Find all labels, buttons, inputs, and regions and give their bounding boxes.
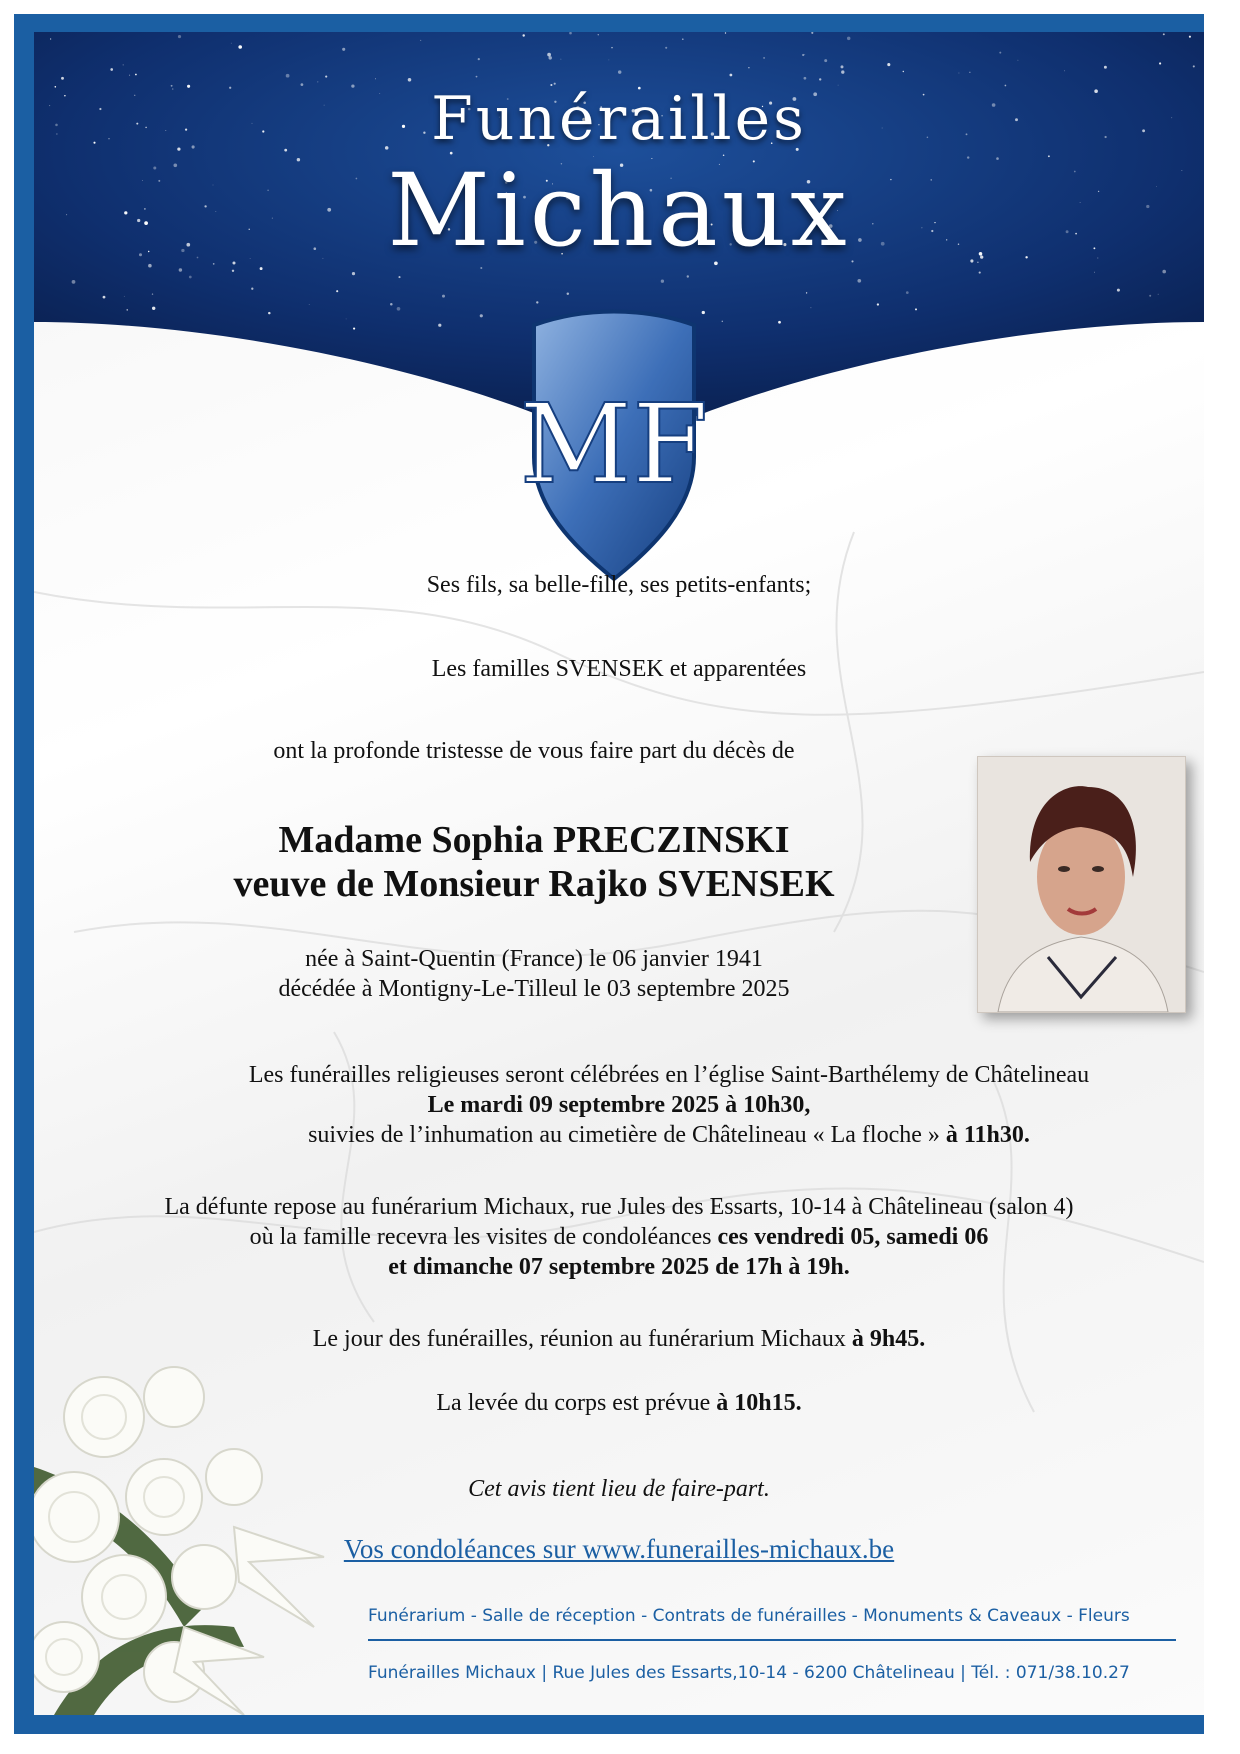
star xyxy=(567,292,569,294)
widow-line: veuve de Monsieur Rajko SVENSEK xyxy=(233,863,835,905)
star xyxy=(1104,66,1107,69)
star xyxy=(548,56,551,59)
star xyxy=(819,78,821,80)
star xyxy=(442,295,445,298)
star xyxy=(778,321,781,324)
star xyxy=(979,272,981,274)
star xyxy=(841,65,844,68)
birth-line: née à Saint-Quentin (France) le 06 janvier 1941 xyxy=(305,946,763,972)
white-flowers-decoration xyxy=(34,1327,334,1715)
star xyxy=(325,76,327,78)
star xyxy=(353,328,355,330)
star xyxy=(682,38,684,40)
visits-line-2 xyxy=(34,1222,1204,1252)
meeting-time: à 9h45. xyxy=(851,1326,926,1352)
star xyxy=(346,319,347,320)
burial-time: à 11h30. xyxy=(945,1122,1030,1148)
meeting-text: Le jour des funérailles, réunion au funérarium Michaux xyxy=(312,1326,852,1352)
star xyxy=(661,280,664,283)
star xyxy=(522,34,524,36)
star xyxy=(438,324,441,327)
star xyxy=(877,303,879,305)
star xyxy=(857,279,861,283)
star xyxy=(286,74,290,78)
star xyxy=(231,43,232,44)
star xyxy=(110,68,113,71)
family-line-2: Les familles SVENSEK et apparentées xyxy=(431,656,807,682)
star xyxy=(336,290,338,292)
visits-hours: et dimanche 07 septembre 2025 de 17h à 19h. xyxy=(388,1254,850,1280)
faire-part-note: Cet avis tient lieu de faire-part. xyxy=(468,1476,770,1502)
star xyxy=(1017,60,1018,61)
star xyxy=(1189,36,1191,38)
star xyxy=(478,58,480,60)
star xyxy=(375,78,376,79)
star xyxy=(969,72,970,73)
star xyxy=(123,64,124,65)
star xyxy=(598,34,599,35)
star xyxy=(390,303,393,306)
star xyxy=(1149,295,1151,297)
star xyxy=(420,40,421,41)
star xyxy=(1162,270,1166,274)
star xyxy=(238,45,242,49)
star xyxy=(129,75,130,76)
star xyxy=(124,296,125,297)
star xyxy=(1193,65,1195,67)
star xyxy=(903,71,904,72)
header-title-line1: Funérailles xyxy=(431,84,807,154)
header-title-line2: Michaux xyxy=(387,152,851,269)
service-line-3 xyxy=(84,1120,1204,1150)
star xyxy=(887,63,890,66)
star xyxy=(915,308,917,310)
star xyxy=(178,35,181,38)
star xyxy=(1159,62,1161,64)
footer-services: Funérarium - Salle de réception - Contrats de funérailles - Monuments & Caveaux - Fleurs xyxy=(368,1606,1130,1626)
star xyxy=(806,292,807,293)
star xyxy=(480,314,483,317)
star xyxy=(352,272,355,275)
star xyxy=(810,307,811,308)
star xyxy=(730,74,733,77)
star xyxy=(251,288,253,290)
star xyxy=(397,307,401,311)
intro-line: ont la profonde tristesse de vous faire part du décès de xyxy=(273,738,795,764)
star xyxy=(232,270,234,272)
star xyxy=(906,291,909,294)
obituary-sheet xyxy=(34,32,1204,1715)
star xyxy=(152,293,153,294)
star xyxy=(127,309,128,310)
star xyxy=(722,321,723,322)
logo-monogram: MF xyxy=(519,380,709,508)
service-date xyxy=(34,1090,1204,1120)
star xyxy=(804,77,807,80)
star xyxy=(561,59,562,60)
condolences-link[interactable]: Vos condoléances sur www.funerailles-michaux.be xyxy=(343,1534,895,1564)
star xyxy=(665,47,667,49)
star xyxy=(135,74,137,76)
star xyxy=(408,78,412,82)
star xyxy=(103,296,106,299)
burial-text: suivies de l’inhumation au cimetière de Châtelineau « La floche » xyxy=(308,1122,946,1148)
star xyxy=(802,54,804,56)
star xyxy=(268,312,270,314)
visits-line-3 xyxy=(34,1252,1204,1282)
star xyxy=(152,307,155,310)
star xyxy=(609,60,610,61)
star xyxy=(1064,70,1065,71)
star xyxy=(1163,33,1165,35)
star xyxy=(547,53,551,57)
death-line: décédée à Montigny-Le-Tilleul le 03 septembre 2025 xyxy=(278,976,790,1002)
star xyxy=(748,67,749,68)
service-date-text: Le mardi 09 septembre 2025 à 10h30, xyxy=(427,1092,811,1118)
family-line-1: Ses fils, sa belle-fille, ses petits-enfants; xyxy=(426,572,812,598)
service-line-1: Les funérailles religieuses seront célébrées en l’église Saint-Barthélemy de Châtelineau xyxy=(248,1062,1090,1088)
removal-text: La levée du corps est prévue xyxy=(436,1390,717,1416)
star xyxy=(763,57,765,59)
star xyxy=(317,81,318,82)
mf-shield-logo xyxy=(514,307,714,582)
star xyxy=(687,275,689,277)
star xyxy=(1117,289,1120,292)
star xyxy=(50,38,51,39)
star xyxy=(804,54,805,55)
visits-line-1: La défunte repose au funérarium Michaux, rue Jules des Essarts, 10-14 à Châtelineau (salon 4) xyxy=(164,1194,1074,1220)
deceased-photo xyxy=(977,756,1186,1013)
deceased-name: Madame Sophia PRECZINSKI xyxy=(278,819,790,861)
star xyxy=(824,59,827,62)
star xyxy=(189,276,192,279)
star xyxy=(61,77,64,80)
star xyxy=(1094,272,1095,273)
visits-days: ces vendredi 05, samedi 06 xyxy=(717,1224,989,1250)
star xyxy=(958,72,959,73)
star xyxy=(999,52,1001,54)
footer-divider xyxy=(368,1639,1176,1641)
visits-text: où la famille recevra les visites de condoléances xyxy=(249,1224,718,1250)
star xyxy=(841,70,844,73)
star xyxy=(309,304,310,305)
removal-time: à 10h15. xyxy=(716,1390,802,1416)
star xyxy=(398,276,400,278)
star xyxy=(618,70,621,73)
star xyxy=(1158,294,1159,295)
footer-address: Funérailles Michaux | Rue Jules des Essarts,10-14 - 6200 Châtelineau | Tél. : 071/38.10.27 xyxy=(368,1663,1130,1683)
star xyxy=(72,280,76,284)
star xyxy=(611,47,613,49)
star xyxy=(536,301,538,303)
star xyxy=(476,76,478,78)
star xyxy=(342,48,345,51)
star xyxy=(847,37,850,40)
star xyxy=(725,32,726,33)
